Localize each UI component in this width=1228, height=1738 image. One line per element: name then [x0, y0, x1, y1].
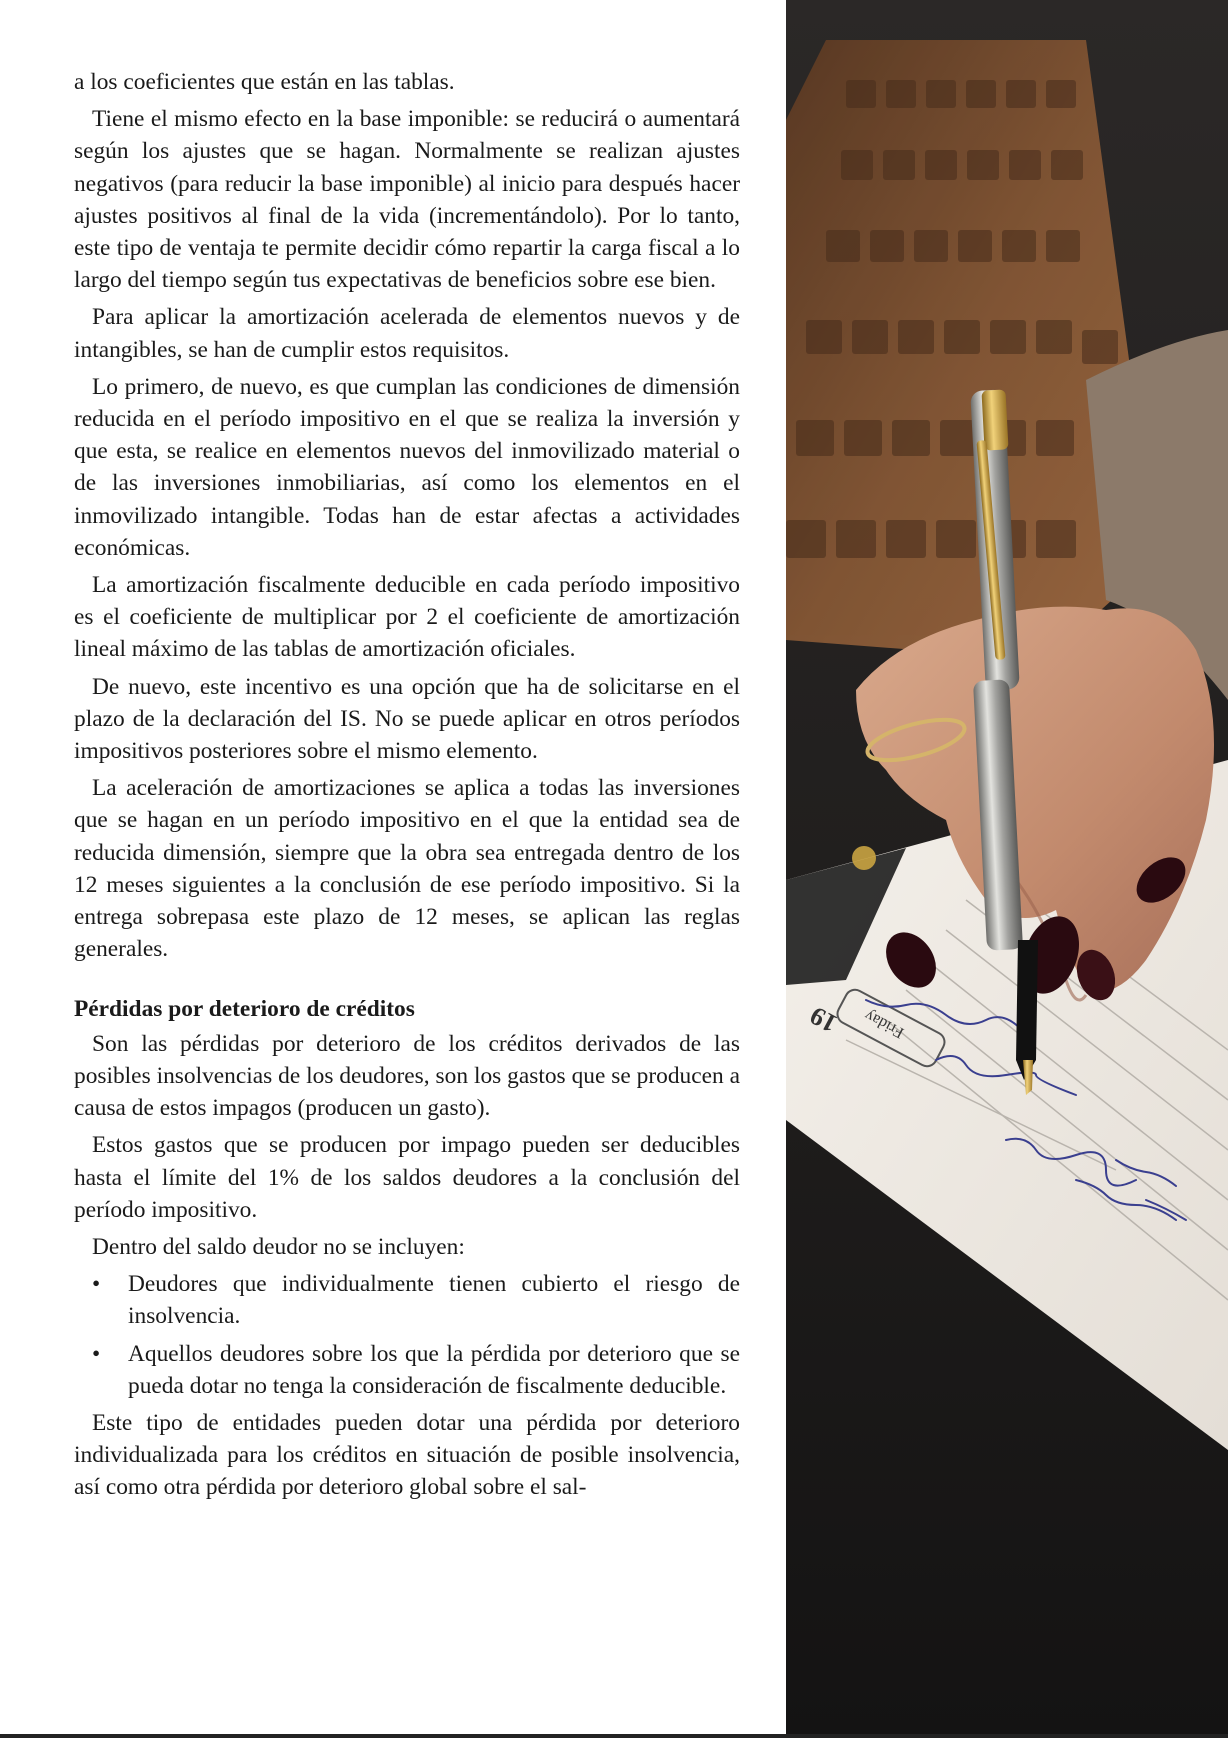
closing-paragraph: Este tipo de entidades pueden dotar una pérdida por deterioro individualizada para los créditos en situación de posible insolvencia, así como otra pérdida por deterioro global sobre el sal- — [74, 1409, 740, 1501]
section-paragraph-3: Dentro del saldo deudor no se incluyen: — [92, 1233, 465, 1260]
section-paragraph-1: Son las pérdidas por deterioro de los créditos derivados de las posibles insolvencias de los deudores, son los gastos que se producen a causa de estos impagos (producen un gasto). — [74, 1030, 740, 1122]
list-item — [74, 1268, 740, 1332]
bullet-list — [74, 1268, 740, 1402]
text-column — [74, 66, 740, 1509]
paragraph-1: a los coeficientes que están en las tablas. — [74, 69, 455, 95]
list-item-text: Aquellos deudores sobre los que la pérdida por deterioro que se pueda dotar no tenga la consideración de fiscalmente deducible. — [128, 1340, 740, 1399]
paragraph-4: Lo primero, de nuevo, es que cumplan las condiciones de dimensión reducida en el período impositivo en el que se realiza la inversión y que esta, se realice en elementos nuevos del inmovilizado material o de las inversiones inmobiliarias, así como los elementos en el inmovilizado intangible. Todas han de estar afectas a actividades económicas. — [74, 373, 740, 561]
bullet-marker: • — [92, 1340, 101, 1367]
paragraph-5: La amortización fiscalmente deducible en cada período impositivo es el coeficiente de multiplicar por 2 el coeficiente de amortización lineal máximo de las tablas de amortización oficiales. — [74, 572, 740, 663]
bullet-marker: • — [92, 1271, 101, 1298]
section-paragraph-2: Estos gastos que se producen por impago pueden ser deducibles hasta el límite del 1% de los saldos deudores a la conclusión del período impositivo. — [74, 1132, 740, 1223]
hand-writing-photo — [786, 0, 1228, 1738]
planner-day-label: Friday — [861, 1006, 907, 1042]
list-item-text: Deudores que individualmente tienen cubierto el riesgo de insolvencia. — [128, 1271, 740, 1330]
planner-date-label: 19 — [805, 1000, 842, 1039]
section-heading: Pérdidas por deterioro de créditos — [74, 996, 415, 1023]
paragraph-3: Para aplicar la amortización acelerada de elementos nuevos y de intangibles, se han de cumplir estos requisitos. — [74, 304, 740, 363]
paragraph-7: La aceleración de amortizaciones se aplica a todas las inversiones que se hagan en un período impositivo en el que la entidad sea de reducida dimensión, siempre que la obra sea entregada dentro de los 12 meses siguientes a la conclusión de ese período impositivo. Si la entrega sobrepasa este plazo de 12 meses, se aplican las reglas generales. — [74, 775, 740, 963]
paragraph-2: Tiene el mismo efecto en la base imponible: se reducirá o aumentará según los ajustes que se hagan. Normalmente se realizan ajustes negativos (para reducir la base imponible) al inicio para después hacer ajustes positivos al final de la vida (incrementándolo). Por lo tanto, este tipo de ventaja te permite decidir cómo repartir la carga fiscal a lo largo del tiempo según tus expectativas de beneficios sobre ese bien. — [74, 106, 740, 294]
pendant-ring — [852, 846, 876, 870]
page-bottom-border — [0, 1734, 1228, 1738]
paragraph-6: De nuevo, este incentivo es una opción que ha de solicitarse en el plazo de la declaración del IS. No se puede aplicar en otros períodos impositivos posteriores sobre el mismo elemento. — [74, 673, 740, 765]
list-item — [74, 1338, 740, 1402]
